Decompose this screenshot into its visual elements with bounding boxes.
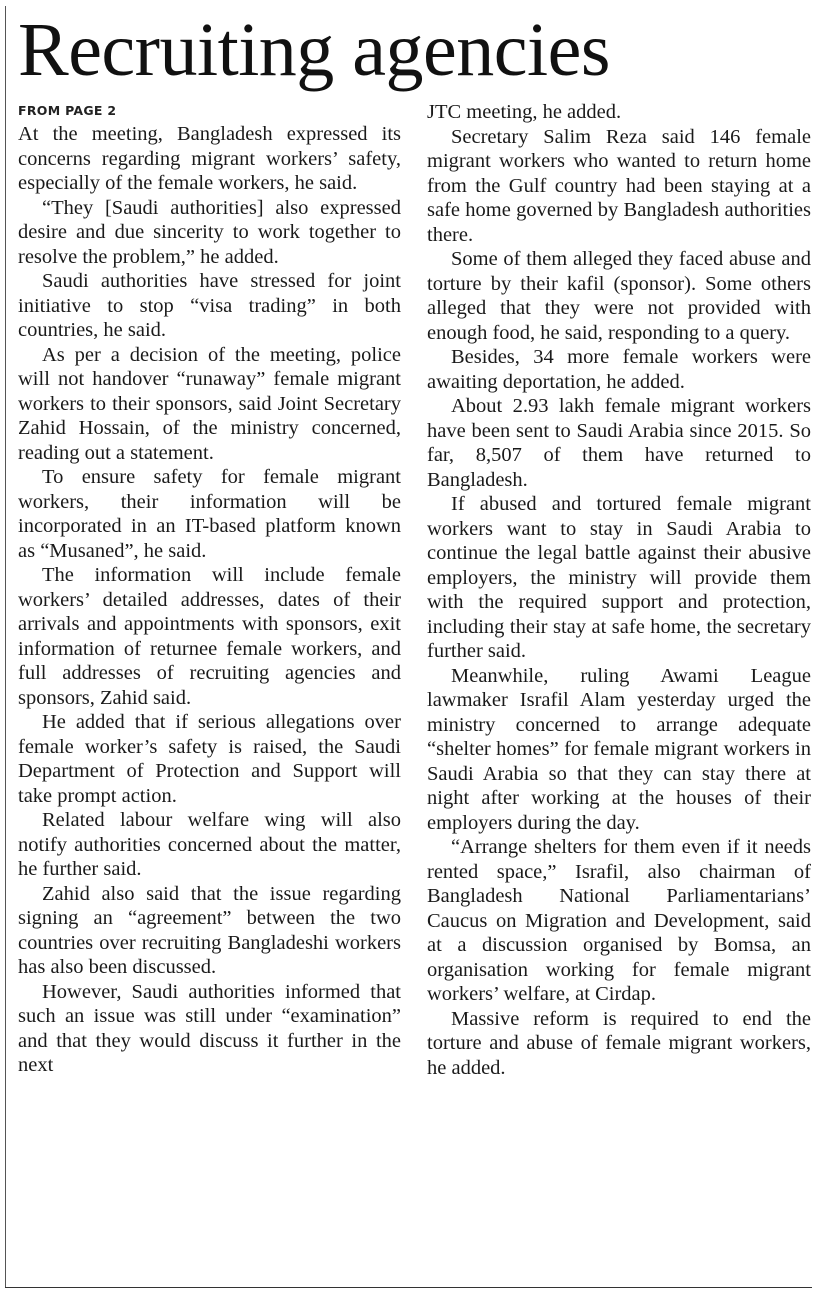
paragraph: To ensure safety for female migrant workers, their information will be incorporated in an IT-based platform known as “Musaned”, he said. (18, 466, 401, 562)
paragraph: However, Saudi authorities informed that such an issue was still under “examination” and that they would discuss it further in the next (18, 980, 401, 1076)
paragraph: The information will include female workers’ detailed addresses, dates of their arrivals and appointments with sponsors, exit information of returnee female workers, and full addresses of recruiting agencies and sponsors, Zahid said. (18, 564, 401, 709)
kicker: FROM PAGE 2 (18, 103, 117, 118)
paragraph: Meanwhile, ruling Awami League lawmaker Israfil Alam yesterday urged the ministry concerned to arrange adequate “shelter homes” for female migrant workers in Saudi Arabia so that they can stay there at night after working at the houses of their employers during the day. (427, 664, 811, 834)
paragraph: “Arrange shelters for them even if it needs rented space,” Israfil, also chairman of Bangladesh National Parliamentarians’ Caucus on Migration and Development, said at a discussion organised by Bomsa, an organisation working for female migrant workers’ welfare, at Cirdap. (427, 836, 811, 1005)
paragraph: Massive reform is required to end the torture and abuse of female migrant workers, he added. (427, 1007, 811, 1079)
paragraph: Saudi authorities have stressed for joint initiative to stop “visa trading” in both countries, he said. (18, 270, 401, 341)
right-column (427, 100, 811, 1080)
paragraph: About 2.93 lakh female migrant workers have been sent to Saudi Arabia since 2015. So far, 8,507 of them have returned to Bangladesh. (427, 395, 811, 491)
paragraph: As per a decision of the meeting, police will not handover “runaway” female migrant workers to their sponsors, said Joint Secretary Zahid Hossain, of the ministry concerned, reading out a statement. (18, 343, 401, 464)
paragraph: “They [Saudi authorities] also expressed desire and due sincerity to work together to resolve the problem,” he added. (18, 196, 401, 268)
paragraph: Besides, 34 more female workers were awaiting deportation, he added. (427, 346, 811, 393)
left-column-rule (5, 6, 6, 1288)
paragraph: Zahid also said that the issue regarding signing an “agreement” between the two countries over recruiting Bangladeshi workers has also been discussed. (18, 882, 401, 978)
paragraph: Some of them alleged they faced abuse and torture by their kafil (sponsor). Some others alleged that they were not provided with enough food, he said, responding to a query. (427, 248, 811, 344)
paragraph: Related labour welfare wing will also notify authorities concerned about the matter, he further said. (18, 809, 401, 880)
paragraph: At the meeting, Bangladesh expressed its concerns regarding migrant workers’ safety, especially of the female workers, he said. (18, 123, 401, 194)
paragraph: If abused and tortured female migrant workers want to stay in Saudi Arabia to continue the legal battle against their abusive employers, the ministry will provide them with the required support and protection, including their stay at safe home, the secretary further said. (427, 493, 811, 662)
bottom-rule (5, 1287, 812, 1288)
headline: Recruiting agencies (18, 8, 610, 92)
paragraph-continuation: JTC meeting, he added. (427, 101, 622, 123)
left-column (18, 100, 401, 1078)
paragraph: Secretary Salim Reza said 146 female migrant workers who wanted to return home from the Gulf country had been staying at a safe home governed by Bangladesh authorities there. (427, 125, 811, 246)
paragraph: He added that if serious allegations over female worker’s safety is raised, the Saudi Department of Protection and Support will take prompt action. (18, 711, 401, 807)
